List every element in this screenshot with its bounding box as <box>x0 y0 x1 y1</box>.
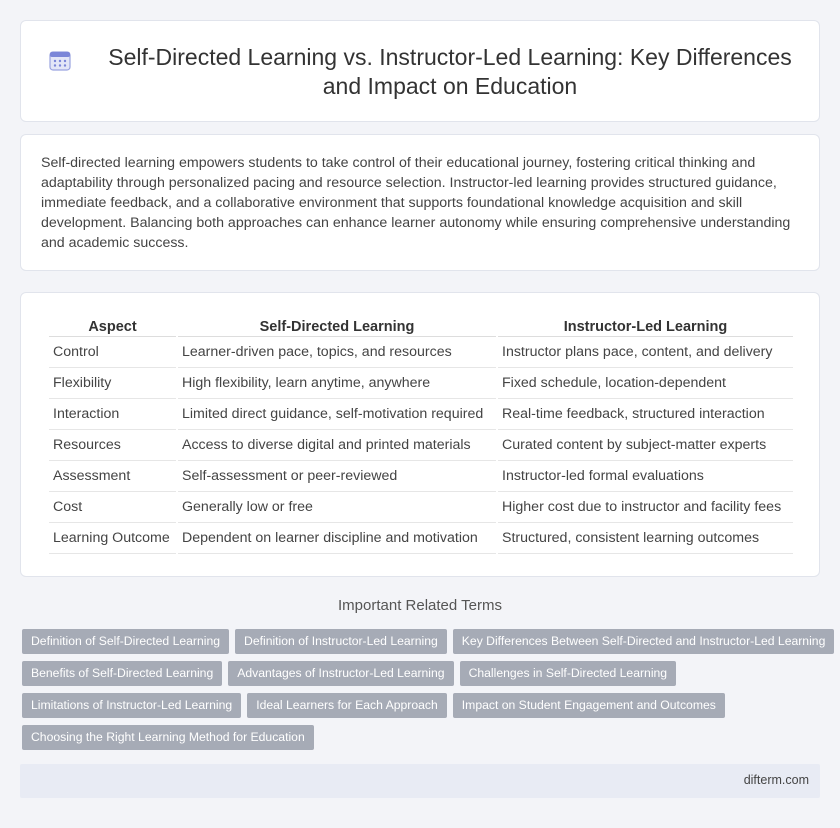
related-term-tag[interactable]: Ideal Learners for Each Approach <box>247 693 447 718</box>
footer <box>20 764 820 798</box>
comparison-card <box>20 292 820 577</box>
intro-card <box>20 134 820 271</box>
tag-row <box>22 693 822 725</box>
related-term-tag[interactable]: Advantages of Instructor-Led Learning <box>228 661 453 686</box>
tag-row <box>22 629 826 661</box>
related-term-tag[interactable]: Definition of Instructor-Led Learning <box>235 629 447 654</box>
cell-self-directed: Dependent on learner discipline and motivation <box>178 523 496 554</box>
page-title: Self-Directed Learning vs. Instructor-Led Learning: Key Differences and Impact on Education <box>108 44 792 99</box>
tag-row <box>22 661 822 693</box>
table-header-row <box>49 315 793 337</box>
related-term-tag[interactable]: Challenges in Self-Directed Learning <box>460 661 677 686</box>
related-terms-title: Important Related Terms <box>338 597 502 614</box>
related-term-tag[interactable]: Benefits of Self-Directed Learning <box>22 661 222 686</box>
related-term-tag[interactable]: Choosing the Right Learning Method for Education <box>22 725 314 750</box>
cell-self-directed: High flexibility, learn anytime, anywhere <box>178 368 496 399</box>
title-card <box>20 20 820 122</box>
cell-instructor-led: Curated content by subject-matter experts <box>498 430 793 461</box>
cell-self-directed: Generally low or free <box>178 492 496 523</box>
related-term-tag[interactable]: Definition of Self-Directed Learning <box>22 629 229 654</box>
table-row <box>49 337 793 368</box>
table-row <box>49 399 793 430</box>
cell-self-directed: Access to diverse digital and printed materials <box>178 430 496 461</box>
related-term-tag[interactable]: Impact on Student Engagement and Outcomes <box>453 693 725 718</box>
cell-aspect: Interaction <box>49 399 176 430</box>
cell-aspect: Learning Outcome <box>49 523 176 554</box>
cell-self-directed: Learner-driven pace, topics, and resources <box>178 337 496 368</box>
header-self-directed: Self-Directed Learning <box>178 315 496 337</box>
cell-aspect: Flexibility <box>49 368 176 399</box>
related-term-tag[interactable]: Limitations of Instructor-Led Learning <box>22 693 241 718</box>
table-row <box>49 492 793 523</box>
cell-aspect: Assessment <box>49 461 176 492</box>
cell-aspect: Cost <box>49 492 176 523</box>
related-terms-list <box>22 629 826 757</box>
tag-row <box>22 725 822 757</box>
cell-instructor-led: Higher cost due to instructor and facility fees <box>498 492 793 523</box>
table-row <box>49 461 793 492</box>
header-instructor-led: Instructor-Led Learning <box>498 315 793 337</box>
table-row <box>49 523 793 554</box>
table-row <box>49 430 793 461</box>
cell-instructor-led: Instructor plans pace, content, and delivery <box>498 337 793 368</box>
cell-instructor-led: Instructor-led formal evaluations <box>498 461 793 492</box>
comparison-table <box>47 315 795 554</box>
cell-aspect: Resources <box>49 430 176 461</box>
cell-instructor-led: Structured, consistent learning outcomes <box>498 523 793 554</box>
table-row <box>49 368 793 399</box>
cell-instructor-led: Real-time feedback, structured interaction <box>498 399 793 430</box>
related-term-tag[interactable]: Key Differences Between Self-Directed and Instructor-Led Learning <box>453 629 835 654</box>
cell-aspect: Control <box>49 337 176 368</box>
cell-self-directed: Self-assessment or peer-reviewed <box>178 461 496 492</box>
intro-paragraph: Self-directed learning empowers students to take control of their educational journey, fostering critical thinking and adaptability through personalized pacing and resource selection. Instructor-led learning provides structured guidance, immediate feedback, and a collaborative environment that supports foundational knowledge acquisition and skill development. Balancing both approaches can enhance learner autonomy while ensuring comprehensive understanding and academic success. <box>41 155 791 251</box>
cell-self-directed: Limited direct guidance, self-motivation required <box>178 399 496 430</box>
header-aspect: Aspect <box>49 315 176 337</box>
cell-instructor-led: Fixed schedule, location-dependent <box>498 368 793 399</box>
footer-site[interactable]: difterm.com <box>743 773 809 787</box>
